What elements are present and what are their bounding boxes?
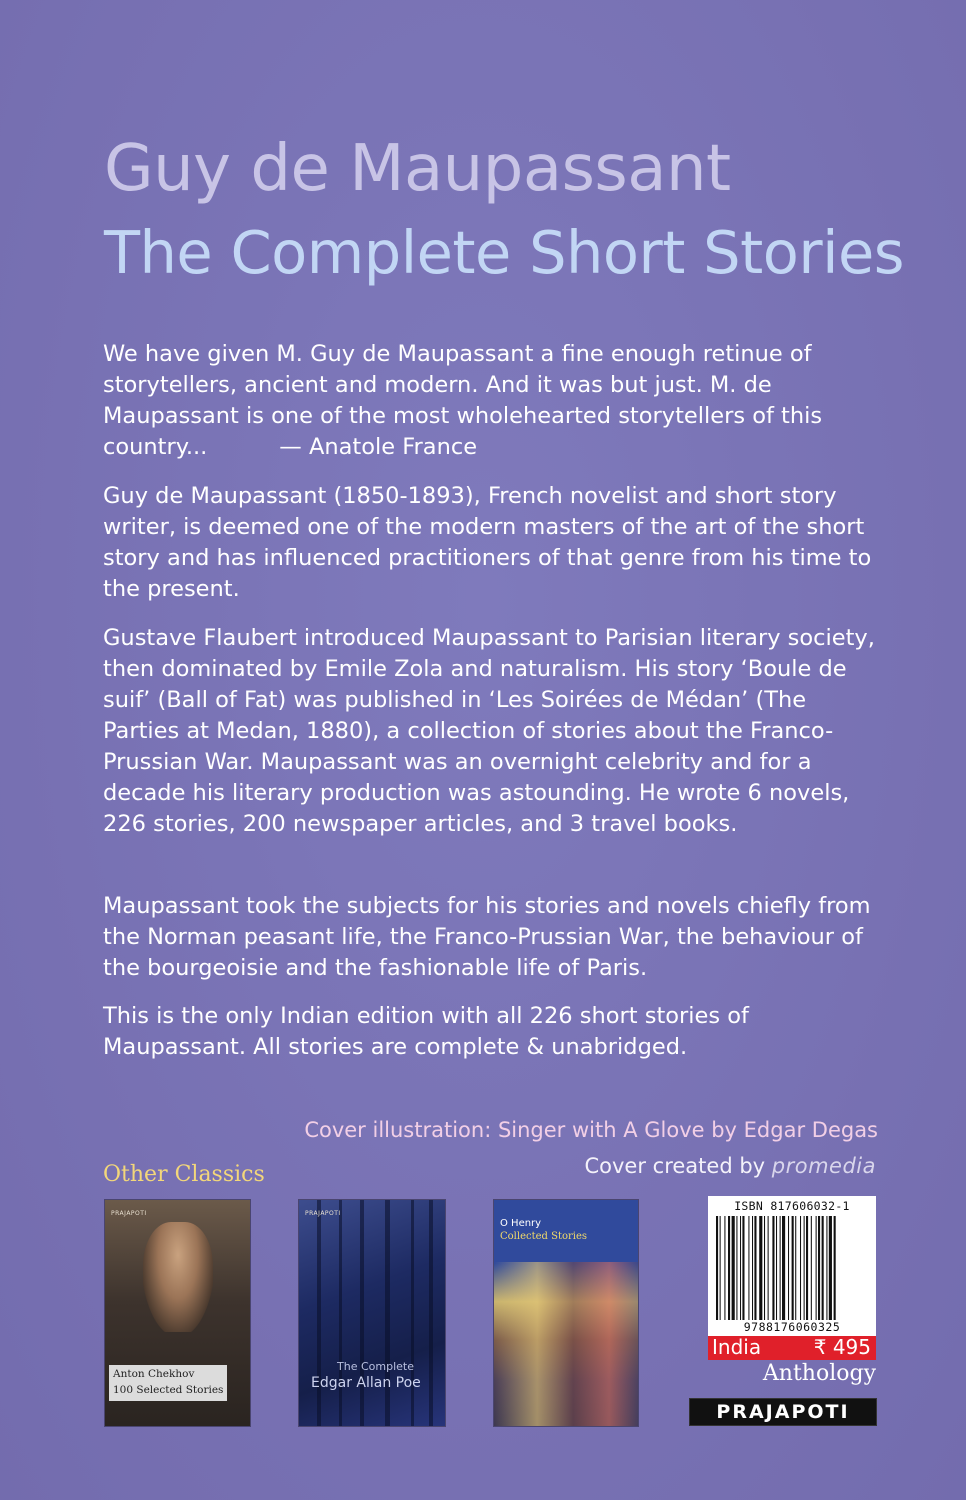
bio-paragraph-3 — [103, 891, 883, 984]
price-country: India — [712, 1335, 762, 1359]
genre-label: Anthology — [762, 1361, 876, 1386]
promedia-logo: promedia — [771, 1154, 876, 1178]
quote-block — [103, 339, 883, 463]
book-thumbnail-poe — [298, 1199, 446, 1427]
publisher-logo — [689, 1398, 877, 1426]
price-band — [708, 1336, 876, 1360]
street-scene-image — [494, 1262, 638, 1426]
bio-paragraph-2 — [103, 623, 883, 840]
author-title: Guy de Maupassant — [104, 132, 731, 206]
price-value: ₹ 495 — [813, 1335, 871, 1359]
book-publisher-label: PRAJAPOTI — [111, 1210, 147, 1217]
barcode-number: 9788176060325 — [743, 1320, 841, 1334]
edition-note — [103, 1001, 883, 1063]
book-title-line1: Anton Chekhov — [113, 1368, 195, 1380]
book-title-line2: 100 Selected Stories — [113, 1384, 224, 1396]
book-publisher-label: PRAJAPOTI — [305, 1210, 341, 1217]
bio-paragraph-3-text: Maupassant took the subjects for his stories and novels chiefly from the Norman peasant life, the Franco-Prussian War, the behaviour of the bourgeoisie and the fashionable life of Paris. — [103, 893, 871, 981]
book-thumbnail-chekhov — [104, 1199, 251, 1427]
book-title-line2: Collected Stories — [500, 1231, 588, 1242]
book-title-line1: O Henry — [500, 1218, 542, 1229]
barcode-panel — [708, 1196, 876, 1336]
book-title: The Complete Short Stories — [104, 218, 905, 287]
other-classics-heading: Other Classics — [103, 1162, 265, 1187]
bio-paragraph-2-text: Gustave Flaubert introduced Maupassant to Parisian literary society, then dominated by Emile Zola and naturalism. His story ‘Boule de suif’ (Ball of Fat) was published in ‘Les Soirées de Médan’ (The Parties at Medan, 1880), a collection of stories about the Franco-Prussian War. Maupassant was an overnight celebrity and for a decade his literary production was astounding. He wrote 6 novels, 226 stories, 200 newspaper articles, and 3 travel books. — [103, 625, 875, 837]
cover-created-credit — [584, 1154, 876, 1178]
book-title-line1: The Complete — [337, 1360, 414, 1373]
chekhov-portrait-image — [143, 1222, 213, 1332]
bio-paragraph-1-text: Guy de Maupassant (1850-1893), French novelist and short story writer, is deemed one of the modern masters of the art of the short story and has influenced practitioners of that genre from his time to the present. — [103, 483, 872, 602]
cover-created-prefix: Cover created by — [584, 1154, 766, 1178]
book-title-line2: Edgar Allan Poe — [311, 1375, 421, 1391]
publisher-logo-text: PRAJAPOTI — [716, 1401, 850, 1423]
quote-text: We have given M. Guy de Maupassant a fine enough retinue of storytellers, ancient and modern. And it was but just. M. de Maupassant is one of the most wholehearted storytellers of this country... — [103, 341, 823, 460]
barcode-icon — [716, 1216, 868, 1320]
isbn-label: ISBN 817606032-1 — [734, 1199, 850, 1213]
cover-illustration-credit: Cover illustration: Singer with A Glove by Edgar Degas — [304, 1118, 878, 1142]
quote-attribution: — Anatole France — [279, 434, 478, 460]
bio-paragraph-1 — [103, 481, 883, 605]
edition-note-text: This is the only Indian edition with all 226 short stories of Maupassant. All stories are complete & unabridged. — [103, 1003, 749, 1060]
book-thumbnail-o-henry — [493, 1199, 639, 1427]
